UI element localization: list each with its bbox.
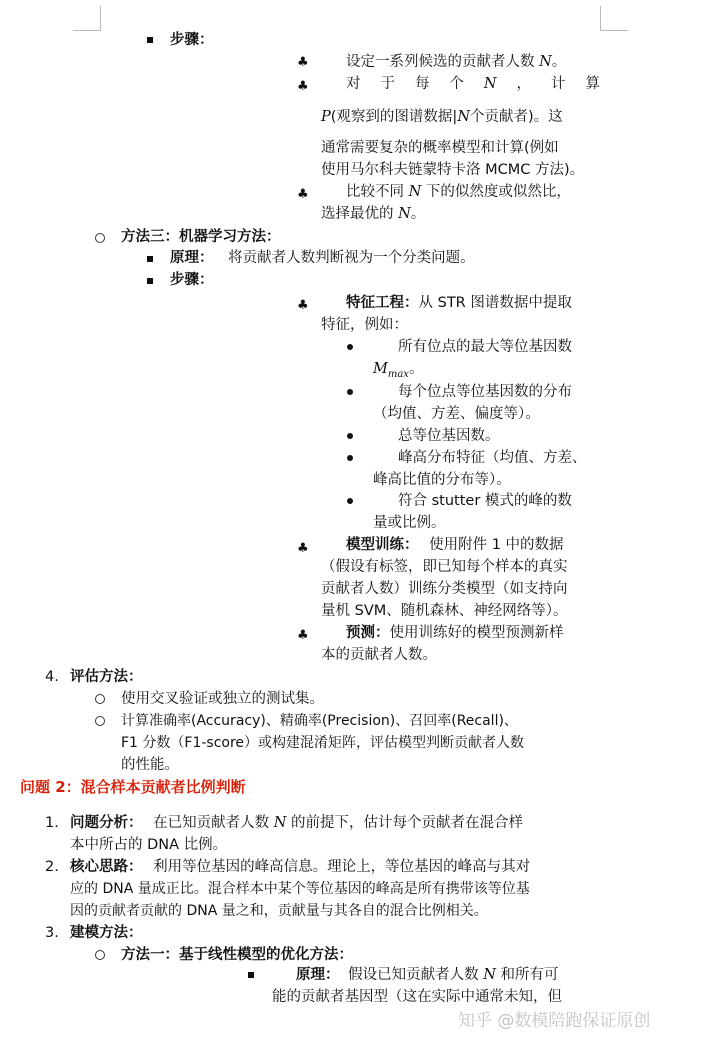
dot-bullet-icon: [347, 389, 353, 395]
text-line: （均值、方差、偏度等）。: [373, 406, 540, 422]
text-line: 使用交叉验证或独立的测试集。: [121, 691, 324, 707]
steps-label: 步骤：: [170, 32, 214, 48]
text-span: 个贡献者)。这: [470, 109, 563, 125]
predict-label: 预测：: [346, 625, 390, 641]
circle-bullet-icon: [95, 950, 105, 960]
var-n: N: [408, 184, 422, 200]
text-line: 量机 SVM、随机森林、神经网络等）。: [321, 603, 568, 619]
circle-bullet-icon: [95, 716, 105, 726]
circle-bullet-icon: [95, 233, 105, 243]
training-label: 模型训练：: [346, 537, 419, 553]
principle-label: 原理：: [170, 250, 214, 266]
text-line: 通常需要复杂的概率模型和计算(例如: [321, 140, 559, 156]
var-n: N: [273, 815, 287, 831]
text-span: 的前提下，估计每个贡献者在混合样: [291, 815, 524, 831]
var-p: P: [321, 109, 331, 125]
list-number: 3.: [45, 925, 59, 941]
text-line: [346, 292, 572, 314]
var-m: M: [373, 361, 388, 377]
method-three-heading: 方法三：机器学习方法：: [121, 229, 281, 245]
var-n: N: [483, 76, 497, 92]
text-line: 设定一系列候选的贡献者人数 N。: [346, 54, 567, 70]
text-line: 峰高比值的分布等）。: [373, 472, 511, 488]
club-bullet-icon: ♣: [297, 628, 309, 643]
steps-label: 步骤：: [170, 272, 214, 288]
list-number: 4.: [45, 669, 59, 685]
crop-mark-left-h: [73, 30, 101, 31]
text-span: 。: [410, 206, 426, 222]
var-n: N: [398, 206, 411, 222]
text-line: [70, 856, 530, 878]
club-bullet-icon: ♣: [297, 541, 309, 556]
crop-mark-right-h: [600, 30, 628, 31]
principle-line: [170, 247, 475, 269]
char: 计: [551, 76, 566, 92]
text-line: 贡献者人数）训练分类模型（如支持向: [321, 581, 568, 597]
text-span: 从 STR 图谱数据中提取: [418, 295, 572, 311]
text-span: 假设已知贡献者人数: [348, 967, 479, 983]
text-line: 使用马尔科夫链蒙特卡洛 MCMC 方法)。: [321, 162, 585, 178]
formula-line: [321, 106, 563, 128]
text-span: 和所有可: [500, 967, 559, 983]
crop-mark-left-v: [100, 6, 101, 31]
text-line: 每个位点等位基因数的分布: [398, 384, 572, 400]
question-2-heading: 问题 2：混合样本贡献者比例判断: [20, 778, 246, 796]
square-bullet-icon: [248, 972, 254, 978]
club-bullet-icon: ♣: [297, 55, 309, 70]
text-line: [346, 181, 571, 203]
text-line: 的性能。: [121, 757, 179, 773]
club-bullet-icon: ♣: [297, 298, 309, 313]
subscript: max: [387, 368, 409, 380]
club-bullet-icon: ♣: [297, 79, 309, 94]
core-idea-label: 核心思路：: [70, 859, 143, 875]
analysis-label: 问题分析：: [70, 815, 143, 831]
dot-bullet-icon: [347, 455, 353, 461]
dot-bullet-icon: [347, 498, 353, 504]
char: 个: [449, 76, 464, 92]
text-span: (观察到的图谱数据|: [330, 109, 458, 125]
list-number: 1.: [45, 815, 59, 831]
char: 对: [346, 76, 361, 92]
text-line: [296, 964, 559, 986]
text-span: 利用等位基因的峰高信息。理论上，等位基因的峰高与其对: [153, 859, 531, 875]
var-n: N: [483, 967, 496, 983]
text-line: 所有位点的最大等位基因数: [398, 339, 572, 355]
text-span: 下的似然度或似然比，: [425, 184, 571, 200]
text-span: 选择最优的: [321, 206, 394, 222]
text-line: 本中所占的 DNA 比例。: [70, 837, 228, 853]
text-line: [70, 812, 523, 834]
text-line: 计算准确率(Accuracy)、精确率(Precision)、召回率(Recall)、: [121, 713, 518, 729]
text-line: 特征，例如：: [321, 317, 408, 333]
text-line: [346, 622, 564, 644]
text-span: 在已知贡献者人数: [153, 815, 270, 831]
text-span: 使用附件 1 中的数据: [429, 537, 564, 553]
text-line: [321, 203, 425, 225]
principle-label: 原理：: [296, 967, 340, 983]
char: 每: [414, 76, 430, 92]
char: 于: [380, 76, 395, 92]
text-line: 总等位基因数。: [398, 428, 500, 444]
text-line: 本的贡献者人数。: [321, 647, 437, 663]
text-line: 能的贡献者基因型（这在实际中通常未知，但: [272, 989, 562, 1005]
list-number: 2.: [45, 859, 59, 875]
text-span: 使用训练好的模型预测新样: [389, 625, 564, 641]
dot-bullet-icon: [347, 433, 353, 439]
crop-mark-right-v: [600, 6, 601, 31]
text-line: （假设有标签，即已知每个样本的真实: [321, 559, 568, 575]
text-span: 将贡献者人数判断视为一个分类问题。: [228, 250, 475, 266]
square-bullet-icon: [147, 278, 153, 284]
dot-bullet-icon: [347, 344, 353, 350]
watermark: 知乎 @数模陪跑保证原创: [458, 1011, 651, 1031]
circle-bullet-icon: [95, 694, 105, 704]
var-n: N: [457, 109, 470, 125]
text-line: 应的 DNA 量成正比。混合样本中某个等位基因的峰高是所有携带该等位基: [70, 881, 530, 897]
evaluation-heading: 评估方法：: [70, 669, 143, 685]
text-line: 因的贡献者贡献的 DNA 量之和，贡献量与其各自的混合比例相关。: [70, 903, 488, 919]
justified-line: [346, 73, 600, 95]
modeling-heading: 建模方法：: [70, 925, 143, 941]
char: 算: [585, 76, 600, 92]
text-line: [346, 534, 564, 556]
method-one-heading: 方法一：基于线性模型的优化方法：: [121, 947, 353, 963]
text-line: 量或比例。: [373, 515, 446, 531]
square-bullet-icon: [147, 256, 153, 262]
char: ，: [516, 76, 532, 92]
club-bullet-icon: ♣: [297, 187, 309, 202]
square-bullet-icon: [147, 37, 153, 43]
text-line: 符合 stutter 模式的峰的数: [398, 493, 572, 509]
text-line: F1 分数（F1-score）或构建混淆矩阵，评估模型判断贡献者人数: [121, 735, 525, 751]
feature-label: 特征工程：: [346, 295, 419, 311]
text-span: 设定一系列候选的贡献者人数: [346, 54, 535, 70]
var-n: N: [539, 54, 552, 70]
text-line: 峰高分布特征（均值、方差、: [398, 450, 587, 466]
text-span: 。: [408, 361, 424, 377]
text-span: 比较不同: [346, 184, 404, 200]
